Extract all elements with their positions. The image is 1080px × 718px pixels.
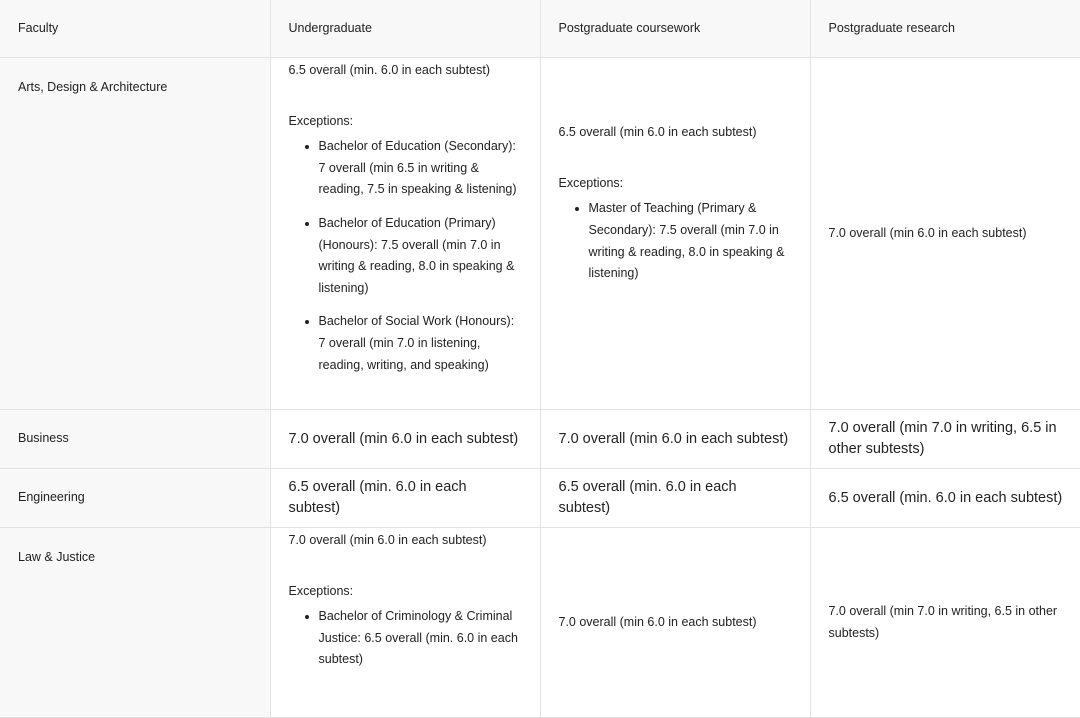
exception-item: • Master of Teaching (Primary & Secondary): 7.5 overall (min 7.0 in writing & reading, 8.0 in speaking & listening) <box>589 198 792 284</box>
engineering-undergraduate-cell: 6.5 overall (min. 6.0 in each subtest) <box>270 469 540 528</box>
engineering-pg-research-cell: 6.5 overall (min. 6.0 in each subtest) <box>810 469 1080 528</box>
table-row-business <box>0 410 1080 469</box>
arts-undergraduate-cell <box>270 58 540 410</box>
header-undergraduate: Undergraduate <box>270 0 540 58</box>
header-pg-coursework: Postgraduate coursework <box>540 0 810 58</box>
exceptions-list <box>559 198 792 284</box>
exception-item: • Bachelor of Education (Primary) (Honours): 7.5 overall (min 7.0 in writing & reading, 8.0 in speaking & listening) <box>319 213 522 299</box>
faculty-cell: Arts, Design & Architecture <box>0 58 270 410</box>
faculty-cell: Law & Justice <box>0 528 270 718</box>
exceptions-label: Exceptions: <box>288 113 354 128</box>
exception-item: • Bachelor of Social Work (Honours): 7 overall (min 7.0 in listening, reading, writing, and speaking) <box>319 311 522 376</box>
business-undergraduate-cell: 7.0 overall (min 6.0 in each subtest) <box>270 410 540 469</box>
faculty-cell: Business <box>0 410 270 469</box>
exception-item: • Bachelor of Criminology & Criminal Justice: 6.5 overall (min. 6.0 in each subtest) <box>319 606 522 671</box>
exceptions-list <box>289 606 522 671</box>
faculty-cell: Engineering <box>0 469 270 528</box>
law-pg-coursework-cell: 7.0 overall (min 6.0 in each subtest) <box>540 528 810 718</box>
header-faculty: Faculty <box>0 0 270 58</box>
exception-item: • Bachelor of Education (Secondary): 7 overall (min 6.5 in writing & reading, 7.5 in speaking & listening) <box>319 136 522 201</box>
requirement-text: 6.5 overall (min 6.0 in each subtest) <box>558 125 757 140</box>
header-pg-research: Postgraduate research <box>810 0 1080 58</box>
requirement-text: 7.0 overall (min 6.0 in each subtest) <box>288 533 487 547</box>
requirement-text: 6.5 overall (min. 6.0 in each subtest) <box>288 63 490 77</box>
business-pg-research-cell: 7.0 overall (min 7.0 in writing, 6.5 in other subtests) <box>810 410 1080 469</box>
exceptions-label: Exceptions: <box>558 175 624 190</box>
table-row-law <box>0 528 1080 718</box>
exceptions-label: Exceptions: <box>288 583 354 598</box>
law-undergraduate-cell <box>270 528 540 718</box>
table-header-row <box>0 0 1080 58</box>
arts-pg-research-cell: 7.0 overall (min 6.0 in each subtest) <box>810 58 1080 410</box>
law-pg-research-cell: 7.0 overall (min 7.0 in writing, 6.5 in other subtests) <box>810 528 1080 718</box>
table-row-engineering <box>0 469 1080 528</box>
business-pg-coursework-cell: 7.0 overall (min 6.0 in each subtest) <box>540 410 810 469</box>
exceptions-list <box>289 136 522 376</box>
engineering-pg-coursework-cell: 6.5 overall (min. 6.0 in each subtest) <box>540 469 810 528</box>
table-row-arts <box>0 58 1080 410</box>
arts-pg-coursework-cell <box>540 58 810 410</box>
